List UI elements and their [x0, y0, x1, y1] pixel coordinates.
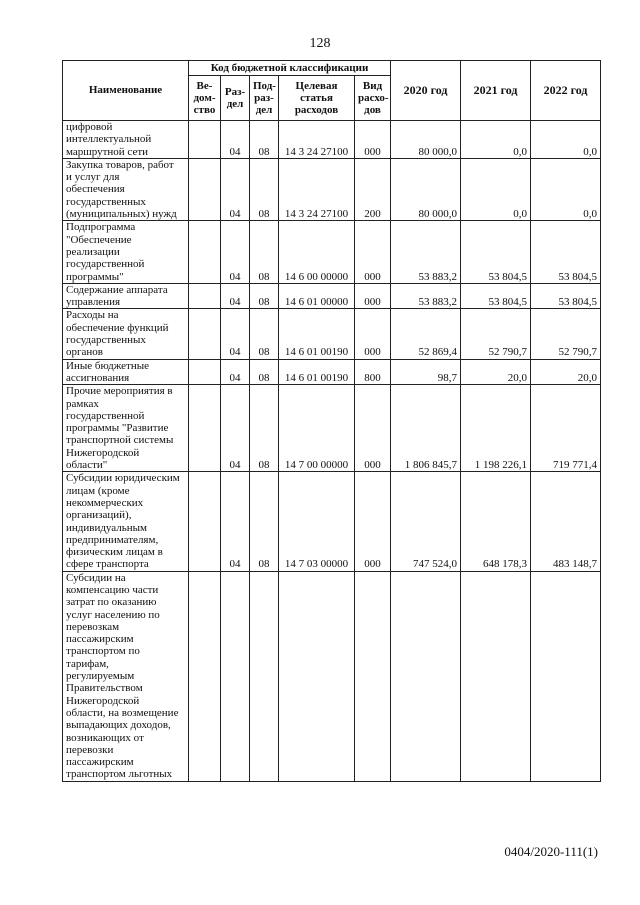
row-tselevaya-statya: 14 7 03 00000	[279, 472, 355, 571]
table-row	[63, 121, 601, 159]
header-vid-rashodov: Вид расхо- дов	[355, 76, 391, 121]
row-razdel: 04	[221, 359, 250, 385]
row-tselevaya-statya: 14 6 01 00190	[279, 309, 355, 359]
row-amount-2022: 20,0	[531, 359, 601, 385]
row-vedomstvo	[189, 309, 221, 359]
table-row	[63, 359, 601, 385]
row-podrazdel: 08	[250, 472, 279, 571]
row-amount-2021: 648 178,3	[461, 472, 531, 571]
header-tselevaya-statya: Целевая статья расходов	[279, 76, 355, 121]
row-name: Расходы на обеспечение функций государственных органов	[63, 309, 189, 359]
row-vedomstvo	[189, 359, 221, 385]
row-amount-2022: 53 804,5	[531, 221, 601, 283]
row-vedomstvo	[189, 385, 221, 472]
row-vedomstvo	[189, 121, 221, 159]
row-podrazdel: 08	[250, 309, 279, 359]
header-2022: 2022 год	[531, 61, 601, 121]
row-amount-2020: 1 806 845,7	[391, 385, 461, 472]
row-vedomstvo	[189, 158, 221, 220]
row-vid-rashodov: 800	[355, 359, 391, 385]
row-vedomstvo	[189, 571, 221, 781]
row-amount-2022: 719 771,4	[531, 385, 601, 472]
row-amount-2020: 80 000,0	[391, 121, 461, 159]
row-tselevaya-statya: 14 3 24 27100	[279, 158, 355, 220]
table-row	[63, 283, 601, 309]
row-tselevaya-statya	[279, 571, 355, 781]
row-name: Прочие мероприятия в рамках государственной программы "Развитие транспортной системы Нижегородской области"	[63, 385, 189, 472]
header-2021: 2021 год	[461, 61, 531, 121]
row-name: цифровой интеллектуальной маршрутной сети	[63, 121, 189, 159]
row-razdel: 04	[221, 158, 250, 220]
row-name: Субсидии юридическим лицам (кроме некоммерческих организаций), индивидуальным предпринимателям, физическим лицам в сфере транспорта	[63, 472, 189, 571]
table-row	[63, 472, 601, 571]
row-tselevaya-statya: 14 6 01 00190	[279, 359, 355, 385]
row-amount-2021: 1 198 226,1	[461, 385, 531, 472]
row-razdel: 04	[221, 472, 250, 571]
row-name: Подпрограмма "Обеспечение реализации государственной программы"	[63, 221, 189, 283]
row-amount-2022: 52 790,7	[531, 309, 601, 359]
row-amount-2020: 80 000,0	[391, 158, 461, 220]
row-podrazdel: 08	[250, 221, 279, 283]
row-razdel: 04	[221, 221, 250, 283]
row-podrazdel: 08	[250, 121, 279, 159]
header-podrazdel: Под- раз- дел	[250, 76, 279, 121]
row-podrazdel: 08	[250, 158, 279, 220]
row-name: Иные бюджетные ассигнования	[63, 359, 189, 385]
row-amount-2020: 98,7	[391, 359, 461, 385]
row-tselevaya-statya: 14 6 01 00000	[279, 283, 355, 309]
row-amount-2020: 53 883,2	[391, 283, 461, 309]
row-vid-rashodov: 000	[355, 472, 391, 571]
page-number: 128	[309, 36, 331, 51]
row-vid-rashodov	[355, 571, 391, 781]
row-podrazdel: 08	[250, 359, 279, 385]
row-vid-rashodov: 000	[355, 121, 391, 159]
row-podrazdel: 08	[250, 385, 279, 472]
budget-table	[62, 60, 601, 782]
row-podrazdel	[250, 571, 279, 781]
row-name: Субсидии на компенсацию части затрат по оказанию услуг населению по перевозкам пассажирским транспортом по тарифам, регулируемым Правительством Нижегородской области, на возмещение выпадающих доходов, возникающих от перевозки пассажирским транспортом льготных	[63, 571, 189, 781]
table-row	[63, 571, 601, 781]
document-code: 0404/2020-111(1)	[504, 844, 598, 859]
row-amount-2020	[391, 571, 461, 781]
row-razdel: 04	[221, 309, 250, 359]
row-vid-rashodov: 000	[355, 385, 391, 472]
header-code-group: Код бюджетной классификации	[189, 61, 391, 76]
row-razdel	[221, 571, 250, 781]
row-amount-2020: 747 524,0	[391, 472, 461, 571]
row-vedomstvo	[189, 472, 221, 571]
row-podrazdel: 08	[250, 283, 279, 309]
row-tselevaya-statya: 14 3 24 27100	[279, 121, 355, 159]
table-row	[63, 309, 601, 359]
row-amount-2021: 53 804,5	[461, 283, 531, 309]
row-amount-2022: 483 148,7	[531, 472, 601, 571]
row-amount-2021	[461, 571, 531, 781]
header-name: Наименование	[63, 61, 189, 121]
row-vid-rashodov: 200	[355, 158, 391, 220]
row-vid-rashodov: 000	[355, 283, 391, 309]
row-razdel: 04	[221, 121, 250, 159]
row-vedomstvo	[189, 221, 221, 283]
row-amount-2022: 53 804,5	[531, 283, 601, 309]
row-amount-2022	[531, 571, 601, 781]
table-row	[63, 221, 601, 283]
row-amount-2021: 0,0	[461, 121, 531, 159]
row-razdel: 04	[221, 385, 250, 472]
header-razdel: Раз- дел	[221, 76, 250, 121]
row-name: Закупка товаров, работ и услуг для обеспечения государственных (муниципальных) нужд	[63, 158, 189, 220]
row-vid-rashodov: 000	[355, 309, 391, 359]
row-amount-2021: 52 790,7	[461, 309, 531, 359]
table-body	[63, 121, 601, 782]
row-amount-2022: 0,0	[531, 121, 601, 159]
row-amount-2021: 20,0	[461, 359, 531, 385]
row-vid-rashodov: 000	[355, 221, 391, 283]
row-amount-2022: 0,0	[531, 158, 601, 220]
row-amount-2020: 53 883,2	[391, 221, 461, 283]
header-2020: 2020 год	[391, 61, 461, 121]
header-vedomstvo: Ве- дом- ство	[189, 76, 221, 121]
row-vedomstvo	[189, 283, 221, 309]
row-tselevaya-statya: 14 7 00 00000	[279, 385, 355, 472]
table-row	[63, 158, 601, 220]
row-name: Содержание аппарата управления	[63, 283, 189, 309]
row-tselevaya-statya: 14 6 00 00000	[279, 221, 355, 283]
row-amount-2021: 0,0	[461, 158, 531, 220]
row-amount-2020: 52 869,4	[391, 309, 461, 359]
row-amount-2021: 53 804,5	[461, 221, 531, 283]
row-razdel: 04	[221, 283, 250, 309]
table-row	[63, 385, 601, 472]
